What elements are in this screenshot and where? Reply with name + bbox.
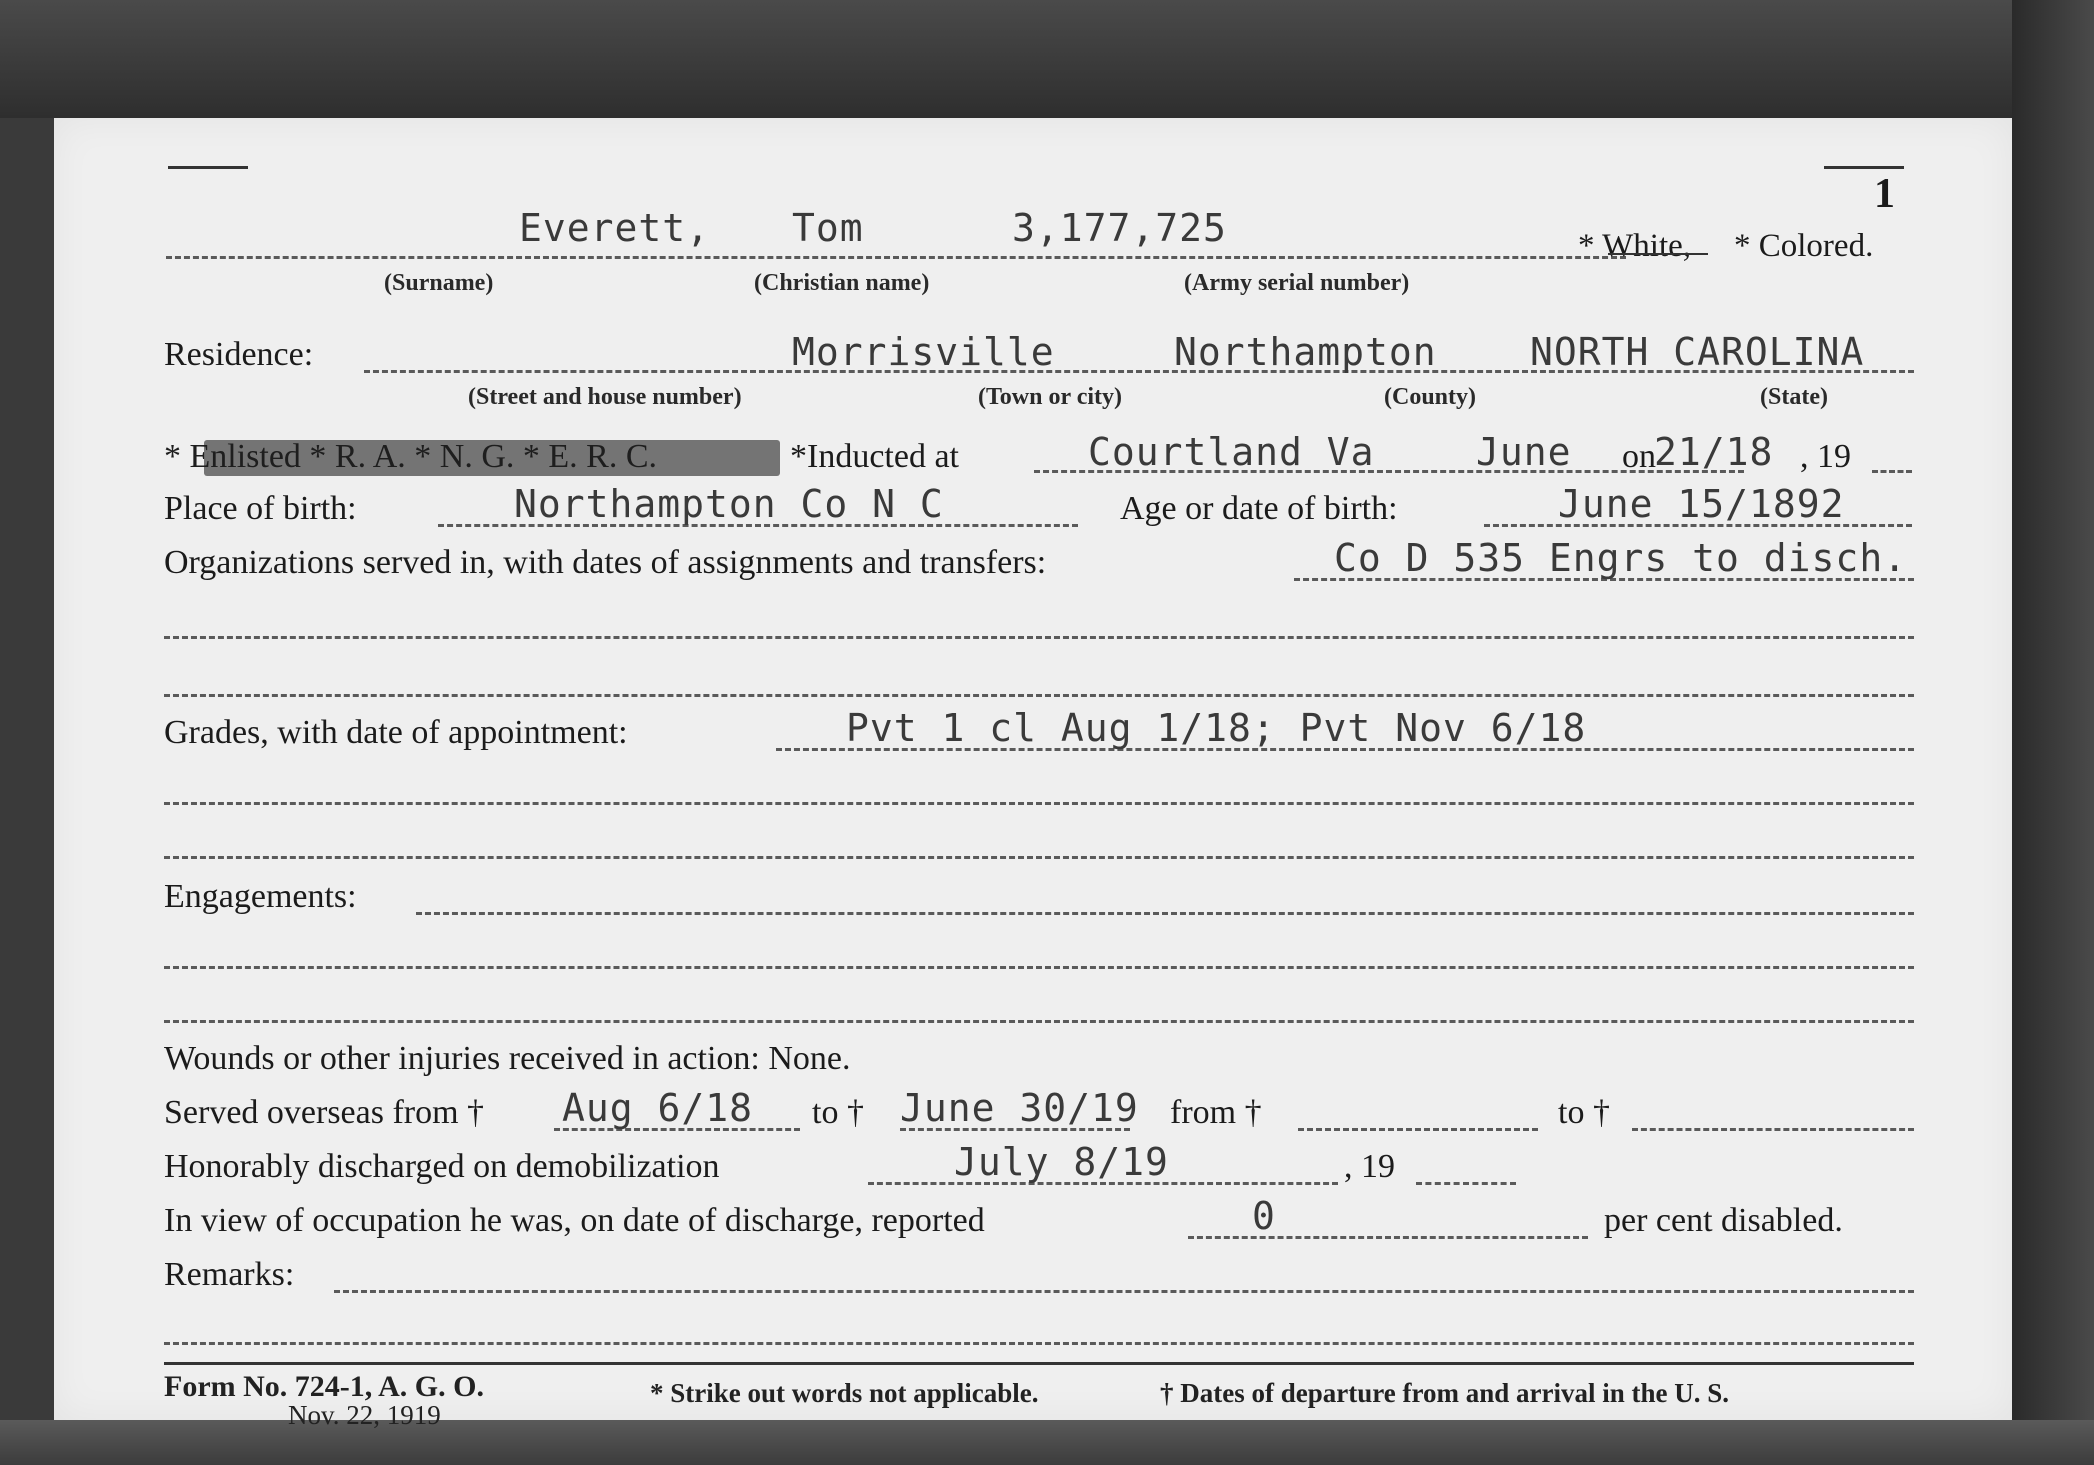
grades-value: Pvt 1 cl Aug 1/18; Pvt Nov 6/18 bbox=[846, 706, 1587, 750]
town-caption: (Town or city) bbox=[978, 384, 1122, 410]
overseas-from-label: Served overseas from † bbox=[164, 1094, 485, 1131]
surname-caption: (Surname) bbox=[384, 270, 494, 296]
remarks-fill-line bbox=[334, 1290, 1914, 1293]
organizations-value: Co D 535 Engrs to disch. bbox=[1334, 536, 1908, 580]
inducted-month-value: June bbox=[1476, 430, 1572, 474]
strike-out-note: * Strike out words not applicable. bbox=[650, 1378, 1039, 1408]
name-fill-line bbox=[166, 256, 1626, 259]
surname-value: Everett, bbox=[519, 206, 711, 250]
corner-rule-left bbox=[168, 166, 248, 169]
engagements-extra-line-2 bbox=[164, 1020, 1914, 1023]
wounds-label: Wounds or other injuries received in action: None. bbox=[164, 1040, 851, 1077]
county-caption: (County) bbox=[1384, 384, 1477, 410]
organizations-label: Organizations served in, with dates of assignments and transfers: bbox=[164, 544, 1047, 581]
induction-year-label: , 19 bbox=[1800, 438, 1851, 475]
disability-value: 0 bbox=[1252, 1194, 1276, 1238]
race-colored-label: * Colored. bbox=[1734, 228, 1874, 264]
state-caption: (State) bbox=[1760, 384, 1828, 410]
christian-name-caption: (Christian name) bbox=[754, 270, 930, 296]
induction-year-fill bbox=[1872, 470, 1912, 473]
inducted-day-value: 21/18 bbox=[1654, 430, 1774, 474]
overseas-to2-fill bbox=[1632, 1128, 1914, 1131]
inducted-at-label: *Inducted at bbox=[790, 438, 959, 475]
overseas-from2-fill bbox=[1298, 1128, 1538, 1131]
overseas-from2-label: from † bbox=[1170, 1094, 1262, 1131]
residence-town-value: Morrisville bbox=[792, 330, 1055, 374]
engagements-extra-line-1 bbox=[164, 966, 1914, 969]
inducted-place-value: Courtland Va bbox=[1088, 430, 1375, 474]
card-number: 1 bbox=[1874, 171, 1895, 217]
overseas-to2-label: to † bbox=[1558, 1094, 1610, 1131]
christian-name-value: Tom bbox=[792, 206, 864, 250]
organizations-extra-line-2 bbox=[164, 694, 1914, 697]
place-of-birth-label: Place of birth: bbox=[164, 490, 357, 527]
discharge-date-value: July 8/19 bbox=[954, 1140, 1169, 1184]
discharge-label: Honorably discharged on demobilization bbox=[164, 1148, 720, 1185]
enlisted-options-label: * Enlisted * R. A. * N. G. * E. R. C. bbox=[164, 438, 658, 475]
dates-note: † Dates of departure from and arrival in the U. S. bbox=[1160, 1378, 1729, 1408]
grades-label: Grades, with date of appointment: bbox=[164, 714, 628, 751]
discharge-year-fill bbox=[1416, 1182, 1516, 1185]
form-number: Form No. 724-1, A. G. O. bbox=[164, 1370, 484, 1403]
corner-rule-right bbox=[1824, 166, 1904, 169]
overseas-to-label: to † bbox=[812, 1094, 864, 1131]
race-white-strike bbox=[1608, 253, 1708, 255]
overseas-from-value: Aug 6/18 bbox=[562, 1086, 754, 1130]
disability-suffix: per cent disabled. bbox=[1604, 1202, 1843, 1239]
residence-label: Residence: bbox=[164, 336, 314, 373]
on-label: on bbox=[1622, 438, 1656, 475]
race-white-label: * White, bbox=[1578, 228, 1692, 264]
birth-date-value: June 15/1892 bbox=[1558, 482, 1845, 526]
service-record-card bbox=[54, 118, 2012, 1430]
serial-number-value: 3,177,725 bbox=[1012, 206, 1227, 250]
disability-fill-line bbox=[1188, 1236, 1588, 1239]
form-date: Nov. 22, 1919 bbox=[288, 1400, 441, 1430]
grades-extra-line-2 bbox=[164, 856, 1914, 859]
remarks-label: Remarks: bbox=[164, 1256, 295, 1293]
footer-rule bbox=[164, 1362, 1914, 1365]
birth-place-value: Northampton Co N C bbox=[514, 482, 944, 526]
grades-extra-line-1 bbox=[164, 802, 1914, 805]
engagements-fill-line bbox=[416, 912, 1914, 915]
scan-background-top bbox=[0, 0, 2094, 118]
age-or-dob-label: Age or date of birth: bbox=[1120, 490, 1398, 527]
remarks-extra-line bbox=[164, 1342, 1914, 1345]
engagements-label: Engagements: bbox=[164, 878, 357, 915]
residence-county-value: Northampton bbox=[1174, 330, 1437, 374]
organizations-extra-line-1 bbox=[164, 636, 1914, 639]
serial-number-caption: (Army serial number) bbox=[1184, 270, 1410, 296]
scan-background-right bbox=[2012, 0, 2094, 1465]
residence-state-value: NORTH CAROLINA bbox=[1530, 330, 1865, 374]
discharge-year-label: , 19 bbox=[1344, 1148, 1395, 1185]
street-caption: (Street and house number) bbox=[468, 384, 742, 410]
disability-label: In view of occupation he was, on date of discharge, reported bbox=[164, 1202, 985, 1239]
overseas-to-value: June 30/19 bbox=[900, 1086, 1139, 1130]
